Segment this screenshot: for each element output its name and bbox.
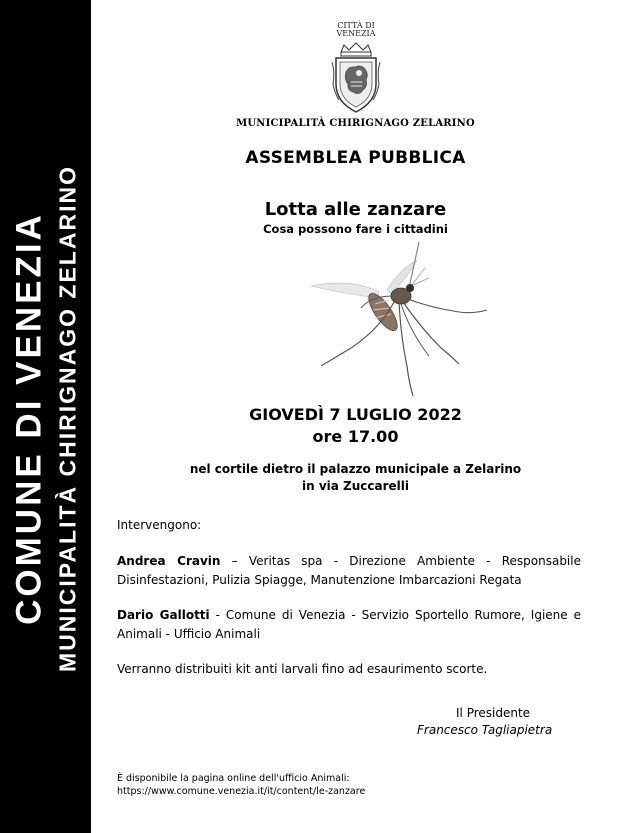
signature-title: Il Presidente — [456, 706, 531, 720]
speaker-role: – Veritas spa - Direzione Ambiente - Responsabile Disinfestazioni, Pulizia Spiagge, Manutenzione Imbarcazioni Regata — [117, 554, 581, 587]
event-datetime — [91, 404, 620, 448]
footer-link[interactable]: https://www.comune.venezia.it/it/content/le-zanzare — [117, 786, 366, 797]
side-band-municipalita: MUNICIPALITÀ CHIRIGNAGO ZELARINO — [54, 165, 80, 672]
topic-title: Lotta alle zanzare — [264, 199, 447, 220]
flyer-content — [91, 0, 620, 833]
venue-line2: in via Zuccarelli — [301, 479, 409, 493]
event-time: ore 17.00 — [312, 427, 399, 446]
crest-caption-line1: CITTÀ DI — [337, 21, 375, 30]
speaker-role: - Comune di Venezia - Servizio Sportello Rumore, Igiene e Animali - Ufficio Animali — [117, 608, 581, 641]
signature-name: Francesco Tagliapietra — [417, 723, 553, 737]
side-band-comune: COMUNE DI VENEZIA — [9, 212, 48, 625]
footer-info — [117, 772, 365, 798]
event-venue — [91, 461, 620, 495]
topic-subtitle: Cosa possono fare i cittadini — [263, 222, 448, 236]
venice-crest-icon — [329, 42, 383, 114]
kit-note: Verranno distribuiti kit anti larvali fino ad esaurimento scorte. — [117, 662, 488, 676]
assemblea-heading: ASSEMBLEA PUBBLICA — [245, 148, 466, 168]
municipalita-heading: MUNICIPALITÀ CHIRIGNAGO ZELARINO — [236, 118, 475, 129]
crest-caption — [329, 22, 383, 38]
speaker-entry — [117, 552, 581, 590]
event-date: GIOVEDÌ 7 LUGLIO 2022 — [249, 405, 462, 424]
mosquito-illustration — [291, 238, 491, 398]
side-band — [0, 0, 91, 833]
venue-line1: nel cortile dietro il palazzo municipale a Zelarino — [189, 462, 522, 476]
footer-text: È disponibile la pagina online dell'ufficio Animali: — [117, 773, 350, 784]
speakers-intro: Intervengono: — [117, 518, 202, 532]
speaker-name: Dario Gallotti — [117, 608, 210, 622]
crest-caption-line2: VENEZIA — [336, 29, 376, 38]
speaker-name: Andrea Cravin — [117, 554, 221, 568]
side-band-text — [0, 9, 91, 829]
speaker-entry — [117, 606, 581, 644]
